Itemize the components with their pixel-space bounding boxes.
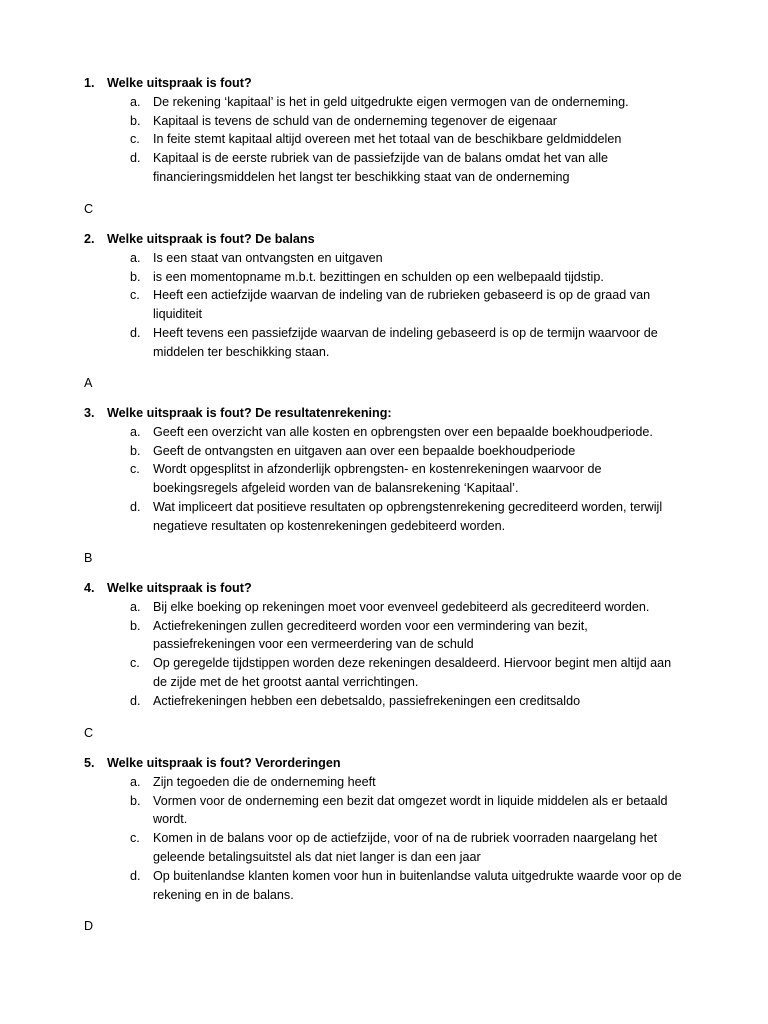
question-heading bbox=[0, 754, 768, 773]
question-heading bbox=[0, 579, 768, 598]
option-letter: a. bbox=[130, 424, 141, 439]
question-number: 1. bbox=[84, 76, 95, 90]
option-text: Kapitaal is tevens de schuld van de onderneming tegenover de eigenaar bbox=[153, 113, 557, 128]
option-text: Komen in de balans voor op de actiefzijde, voor of na de rubriek voorraden naargelang het geleende betalingsuitstel als dat niet langer is dan een jaar bbox=[153, 831, 658, 864]
option-letter: d. bbox=[130, 499, 141, 514]
option-text: Vormen voor de onderneming een bezit dat omgezet wordt in liquide middelen als er betaald wordt. bbox=[153, 793, 668, 827]
option-d bbox=[0, 867, 683, 905]
option-text: Op buitenlandse klanten komen voor hun in buitenlandse valuta uitgedrukte waarde voor op de rekening en in de balans. bbox=[153, 868, 682, 902]
option-d bbox=[0, 498, 683, 536]
question-number: 2. bbox=[84, 232, 95, 246]
option-text: Geeft de ontvangsten en uitgaven aan over een bepaalde boekhoudperiode bbox=[153, 443, 576, 458]
option-text: Heeft tevens een passiefzijde waarvan de indeling gebaseerd is op de termijn waarvoor de middelen ter beschikking staan. bbox=[153, 325, 658, 359]
answer-4: C bbox=[84, 726, 94, 740]
option-text: Wat impliceert dat positieve resultaten op opbrengstenrekening gecrediteerd worden, terwijl negatieve resultaten op kostenrekeningen gedebiteerd worden. bbox=[153, 499, 663, 533]
option-b bbox=[0, 617, 683, 655]
answer-3: B bbox=[84, 551, 93, 565]
answer-2: A bbox=[84, 376, 93, 390]
option-letter: c. bbox=[130, 656, 140, 671]
option-b bbox=[0, 112, 683, 131]
option-letter: a. bbox=[130, 94, 141, 109]
question-title: Welke uitspraak is fout? De balans bbox=[107, 232, 315, 246]
option-text: Kapitaal is de eerste rubriek van de passiefzijde van de balans omdat het van alle financieringsmiddelen het langst ter beschikking staat van de onderneming bbox=[153, 151, 609, 184]
option-letter: d. bbox=[130, 325, 141, 340]
option-a bbox=[0, 773, 683, 792]
option-a bbox=[0, 423, 683, 442]
option-text: Geeft een overzicht van alle kosten en opbrengsten over een bepaalde boekhoudperiode. bbox=[153, 424, 653, 439]
option-letter: d. bbox=[130, 151, 141, 166]
option-c bbox=[0, 654, 683, 692]
option-letter: b. bbox=[130, 443, 141, 458]
answer-1: C bbox=[84, 202, 94, 216]
question-heading bbox=[0, 74, 768, 93]
option-c bbox=[0, 460, 683, 498]
question-heading bbox=[0, 404, 768, 423]
option-b bbox=[0, 442, 683, 461]
option-text: is een momentopname m.b.t. bezittingen en schulden op een welbepaald tijdstip. bbox=[153, 269, 604, 284]
option-d bbox=[0, 149, 683, 187]
option-text: De rekening ‘kapitaal’ is het in geld uitgedrukte eigen vermogen van de onderneming. bbox=[153, 94, 629, 109]
option-letter: b. bbox=[130, 793, 141, 808]
option-a bbox=[0, 249, 683, 268]
question-title: Welke uitspraak is fout? bbox=[107, 581, 252, 595]
question-5 bbox=[0, 754, 768, 904]
option-text: Actiefrekeningen hebben een debetsaldo, passiefrekeningen een creditsaldo bbox=[153, 693, 581, 708]
option-text: Actiefrekeningen zullen gecrediteerd worden voor een vermindering van bezit, passiefrekeningen voor een vermeerdering van de schuld bbox=[153, 618, 588, 652]
question-3 bbox=[0, 404, 768, 536]
option-d bbox=[0, 324, 683, 362]
option-letter: a. bbox=[130, 250, 141, 265]
question-number: 3. bbox=[84, 406, 95, 420]
question-4 bbox=[0, 579, 768, 711]
option-letter: c. bbox=[130, 132, 140, 147]
option-letter: c. bbox=[130, 462, 140, 477]
question-heading bbox=[0, 230, 768, 249]
option-letter: c. bbox=[130, 831, 140, 846]
question-number: 4. bbox=[84, 581, 95, 595]
option-a bbox=[0, 93, 683, 112]
option-text: Bij elke boeking op rekeningen moet voor evenveel gedebiteerd als gecrediteerd worden. bbox=[153, 599, 650, 614]
question-title: Welke uitspraak is fout? De resultatenrekening: bbox=[107, 406, 392, 420]
option-letter: b. bbox=[130, 618, 141, 633]
option-text: Heeft een actiefzijde waarvan de indeling van de rubrieken gebaseerd is op de graad van liquiditeit bbox=[153, 288, 651, 322]
option-letter: d. bbox=[130, 693, 141, 708]
question-1 bbox=[0, 74, 768, 187]
option-b bbox=[0, 268, 683, 287]
option-text: Wordt opgesplitst in afzonderlijk opbrengsten- en kostenrekeningen waarvoor de boekingsregels afgeleid worden van de balansrekening ‘Kapitaal’. bbox=[153, 462, 602, 496]
option-c bbox=[0, 829, 683, 867]
question-number: 5. bbox=[84, 756, 95, 770]
question-title: Welke uitspraak is fout? bbox=[107, 76, 252, 90]
option-text: Op geregelde tijdstippen worden deze rekeningen desaldeerd. Hiervoor begint men altijd aan de zijde met de het grootst aantal verrichtingen. bbox=[153, 656, 672, 689]
option-c bbox=[0, 286, 683, 324]
answer-5: D bbox=[84, 919, 94, 933]
question-title: Welke uitspraak is fout? Verorderingen bbox=[107, 756, 341, 770]
option-c bbox=[0, 130, 683, 149]
option-text: Is een staat van ontvangsten en uitgaven bbox=[153, 250, 383, 265]
option-letter: b. bbox=[130, 269, 141, 284]
option-b bbox=[0, 792, 683, 830]
option-a bbox=[0, 598, 683, 617]
option-letter: a. bbox=[130, 774, 141, 789]
option-letter: b. bbox=[130, 113, 141, 128]
question-2 bbox=[0, 230, 768, 362]
option-text: Zijn tegoeden die de onderneming heeft bbox=[153, 774, 376, 789]
option-text: In feite stemt kapitaal altijd overeen met het totaal van de beschikbare geldmiddelen bbox=[153, 132, 622, 147]
option-d bbox=[0, 692, 683, 711]
option-letter: c. bbox=[130, 288, 140, 303]
option-letter: d. bbox=[130, 868, 141, 883]
option-letter: a. bbox=[130, 599, 141, 614]
